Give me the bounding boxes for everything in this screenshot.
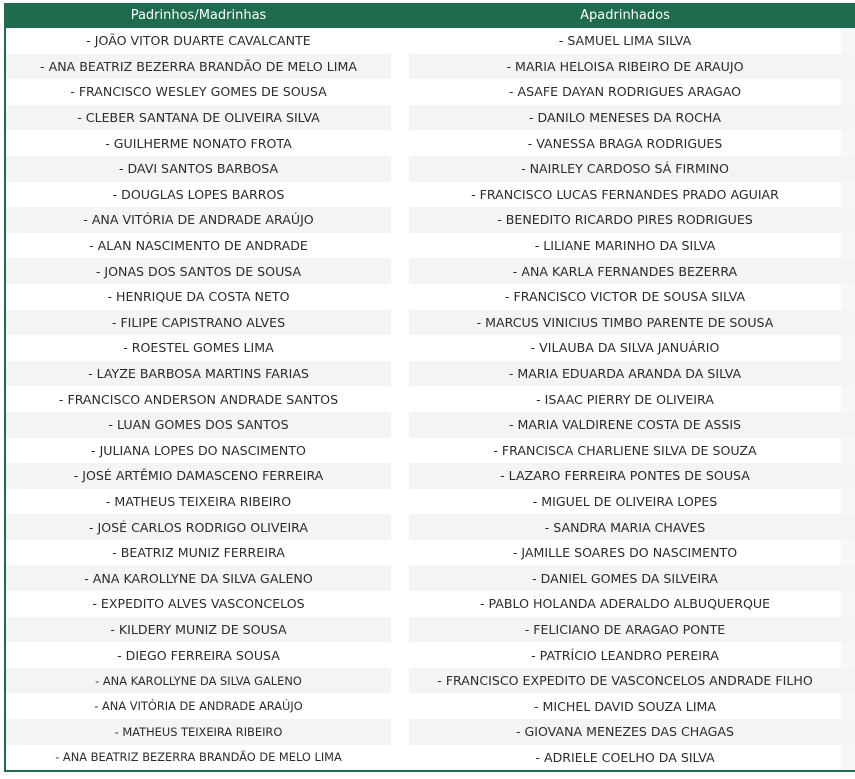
row-edge — [841, 156, 855, 182]
column-gap — [391, 668, 409, 694]
padrinhos-table-wrapper — [4, 3, 855, 772]
table-row — [6, 412, 855, 438]
table-row — [6, 284, 855, 310]
apadrinhado-cell: - SANDRA MARIA CHAVES — [409, 514, 841, 540]
table-row — [6, 182, 855, 208]
column-gap — [391, 514, 409, 540]
column-gap — [391, 438, 409, 464]
column-gap — [391, 310, 409, 336]
apadrinhado-cell: - MARIA EDUARDA ARANDA DA SILVA — [409, 361, 841, 387]
table-row — [6, 54, 855, 80]
padrinho-cell: - ANA KAROLLYNE DA SILVA GALENO — [6, 565, 391, 591]
table-row — [6, 361, 855, 387]
padrinho-cell: - ANA BEATRIZ BEZERRA BRANDÃO DE MELO LIMA — [6, 54, 391, 80]
apadrinhado-cell: - BENEDITO RICARDO PIRES RODRIGUES — [409, 207, 841, 233]
table-row — [6, 207, 855, 233]
row-edge — [841, 540, 855, 566]
apadrinhado-cell: - ASAFE DAYAN RODRIGUES ARAGAO — [409, 79, 841, 105]
row-edge — [841, 182, 855, 208]
row-edge — [841, 693, 855, 719]
column-gap — [391, 719, 409, 745]
apadrinhado-cell: - PATRÍCIO LEANDRO PEREIRA — [409, 642, 841, 668]
padrinho-cell: - JOSÉ CARLOS RODRIGO OLIVEIRA — [6, 514, 391, 540]
padrinho-cell: - LUAN GOMES DOS SANTOS — [6, 412, 391, 438]
padrinho-cell: - ROESTEL GOMES LIMA — [6, 335, 391, 361]
column-gap — [391, 54, 409, 80]
column-gap — [391, 182, 409, 208]
row-edge — [841, 54, 855, 80]
column-gap — [391, 693, 409, 719]
column-gap — [391, 386, 409, 412]
table-row — [6, 438, 855, 464]
table-row — [6, 591, 855, 617]
padrinho-cell: - HENRIQUE DA COSTA NETO — [6, 284, 391, 310]
column-gap — [391, 540, 409, 566]
table-row — [6, 156, 855, 182]
apadrinhado-cell: - DANILO MENESES DA ROCHA — [409, 105, 841, 131]
apadrinhado-cell: - LILIANE MARINHO DA SILVA — [409, 233, 841, 259]
row-edge — [841, 284, 855, 310]
apadrinhado-cell: - MARIA HELOISA RIBEIRO DE ARAUJO — [409, 54, 841, 80]
table-row — [6, 540, 855, 566]
table-row — [6, 565, 855, 591]
row-edge — [841, 233, 855, 259]
table-row — [6, 514, 855, 540]
row-edge — [841, 463, 855, 489]
row-edge — [841, 565, 855, 591]
row-edge — [841, 335, 855, 361]
column-gap — [391, 233, 409, 259]
table-row — [6, 105, 855, 131]
apadrinhado-cell: - JAMILLE SOARES DO NASCIMENTO — [409, 540, 841, 566]
table-row — [6, 489, 855, 515]
padrinho-cell: - JULIANA LOPES DO NASCIMENTO — [6, 438, 391, 464]
padrinho-cell: - ANA VITÓRIA DE ANDRADE ARAÚJO — [6, 693, 391, 719]
column-gap — [391, 617, 409, 643]
row-edge — [841, 514, 855, 540]
row-edge — [841, 130, 855, 156]
apadrinhado-cell: - FRANCISCO LUCAS FERNANDES PRADO AGUIAR — [409, 182, 841, 208]
row-edge — [841, 719, 855, 745]
row-edge — [841, 310, 855, 336]
table-row — [6, 335, 855, 361]
row-edge — [841, 438, 855, 464]
header-gap — [391, 3, 409, 28]
apadrinhado-cell: - SAMUEL LIMA SILVA — [409, 28, 841, 54]
row-edge — [841, 668, 855, 694]
padrinho-cell: - DAVI SANTOS BARBOSA — [6, 156, 391, 182]
column-gap — [391, 463, 409, 489]
table-row — [6, 79, 855, 105]
column-gap — [391, 130, 409, 156]
apadrinhado-cell: - MARCUS VINICIUS TIMBO PARENTE DE SOUSA — [409, 310, 841, 336]
apadrinhado-cell: - ISAAC PIERRY DE OLIVEIRA — [409, 386, 841, 412]
apadrinhado-cell: - FRANCISCO VICTOR DE SOUSA SILVA — [409, 284, 841, 310]
table-row — [6, 642, 855, 668]
apadrinhado-cell: - LAZARO FERREIRA PONTES DE SOUSA — [409, 463, 841, 489]
row-edge — [841, 745, 855, 771]
padrinho-cell: - GUILHERME NONATO FROTA — [6, 130, 391, 156]
padrinho-cell: - ANA BEATRIZ BEZERRA BRANDÃO DE MELO LIMA — [6, 745, 391, 771]
apadrinhado-cell: - MICHEL DAVID SOUZA LIMA — [409, 693, 841, 719]
padrinho-cell: - ANA VITÓRIA DE ANDRADE ARAÚJO — [6, 207, 391, 233]
apadrinhado-cell: - VANESSA BRAGA RODRIGUES — [409, 130, 841, 156]
column-gap — [391, 258, 409, 284]
column-gap — [391, 105, 409, 131]
row-edge — [841, 207, 855, 233]
apadrinhado-cell: - PABLO HOLANDA ADERALDO ALBUQUERQUE — [409, 591, 841, 617]
table-row — [6, 617, 855, 643]
apadrinhado-cell: - FRANCISCO EXPEDITO DE VASCONCELOS ANDRADE FILHO — [409, 668, 841, 694]
padrinho-cell: - BEATRIZ MUNIZ FERREIRA — [6, 540, 391, 566]
column-gap — [391, 591, 409, 617]
table-row — [6, 258, 855, 284]
row-edge — [841, 79, 855, 105]
padrinho-cell: - ALAN NASCIMENTO DE ANDRADE — [6, 233, 391, 259]
padrinho-cell: - JOÃO VITOR DUARTE CAVALCANTE — [6, 28, 391, 54]
column-gap — [391, 361, 409, 387]
padrinhos-table — [6, 3, 855, 770]
table-row — [6, 463, 855, 489]
column-gap — [391, 335, 409, 361]
table-row — [6, 130, 855, 156]
apadrinhado-cell: - NAIRLEY CARDOSO SÁ FIRMINO — [409, 156, 841, 182]
table-row — [6, 28, 855, 54]
table-body — [6, 28, 855, 770]
column-gap — [391, 28, 409, 54]
column-gap — [391, 412, 409, 438]
apadrinhado-cell: - ANA KARLA FERNANDES BEZERRA — [409, 258, 841, 284]
padrinho-cell: - LAYZE BARBOSA MARTINS FARIAS — [6, 361, 391, 387]
row-edge — [841, 642, 855, 668]
table-row — [6, 233, 855, 259]
table-header-row — [6, 3, 855, 28]
row-edge — [841, 489, 855, 515]
padrinho-cell: - ANA KAROLLYNE DA SILVA GALENO — [6, 668, 391, 694]
row-edge — [841, 105, 855, 131]
padrinho-cell: - MATHEUS TEIXEIRA RIBEIRO — [6, 719, 391, 745]
apadrinhado-cell: - DANIEL GOMES DA SILVEIRA — [409, 565, 841, 591]
table-row — [6, 719, 855, 745]
row-edge — [841, 28, 855, 54]
column-gap — [391, 489, 409, 515]
padrinho-cell: - JOSÉ ARTÊMIO DAMASCENO FERREIRA — [6, 463, 391, 489]
column-gap — [391, 565, 409, 591]
padrinho-cell: - DOUGLAS LOPES BARROS — [6, 182, 391, 208]
apadrinhado-cell: - FRANCISCA CHARLIENE SILVA DE SOUZA — [409, 438, 841, 464]
row-edge — [841, 361, 855, 387]
padrinho-cell: - DIEGO FERREIRA SOUSA — [6, 642, 391, 668]
column-gap — [391, 745, 409, 771]
apadrinhado-cell: - FELICIANO DE ARAGAO PONTE — [409, 617, 841, 643]
header-apadrinhados: Apadrinhados — [409, 3, 841, 28]
table-row — [6, 693, 855, 719]
padrinho-cell: - CLEBER SANTANA DE OLIVEIRA SILVA — [6, 105, 391, 131]
apadrinhado-cell: - VILAUBA DA SILVA JANUÁRIO — [409, 335, 841, 361]
padrinho-cell: - KILDERY MUNIZ DE SOUSA — [6, 617, 391, 643]
padrinho-cell: - FILIPE CAPISTRANO ALVES — [6, 310, 391, 336]
apadrinhado-cell: - GIOVANA MENEZES DAS CHAGAS — [409, 719, 841, 745]
column-gap — [391, 156, 409, 182]
column-gap — [391, 642, 409, 668]
apadrinhado-cell: - ADRIELE COELHO DA SILVA — [409, 745, 841, 771]
table-row — [6, 745, 855, 771]
row-edge — [841, 258, 855, 284]
table-row — [6, 310, 855, 336]
table-row — [6, 668, 855, 694]
header-edge — [841, 3, 855, 28]
apadrinhado-cell: - MIGUEL DE OLIVEIRA LOPES — [409, 489, 841, 515]
padrinho-cell: - EXPEDITO ALVES VASCONCELOS — [6, 591, 391, 617]
header-padrinhos: Padrinhos/Madrinhas — [6, 3, 391, 28]
padrinho-cell: - FRANCISCO ANDERSON ANDRADE SANTOS — [6, 386, 391, 412]
column-gap — [391, 284, 409, 310]
row-edge — [841, 591, 855, 617]
column-gap — [391, 79, 409, 105]
column-gap — [391, 207, 409, 233]
padrinho-cell: - JONAS DOS SANTOS DE SOUSA — [6, 258, 391, 284]
table-row — [6, 386, 855, 412]
row-edge — [841, 386, 855, 412]
padrinho-cell: - FRANCISCO WESLEY GOMES DE SOUSA — [6, 79, 391, 105]
row-edge — [841, 412, 855, 438]
apadrinhado-cell: - MARIA VALDIRENE COSTA DE ASSIS — [409, 412, 841, 438]
padrinho-cell: - MATHEUS TEIXEIRA RIBEIRO — [6, 489, 391, 515]
row-edge — [841, 617, 855, 643]
